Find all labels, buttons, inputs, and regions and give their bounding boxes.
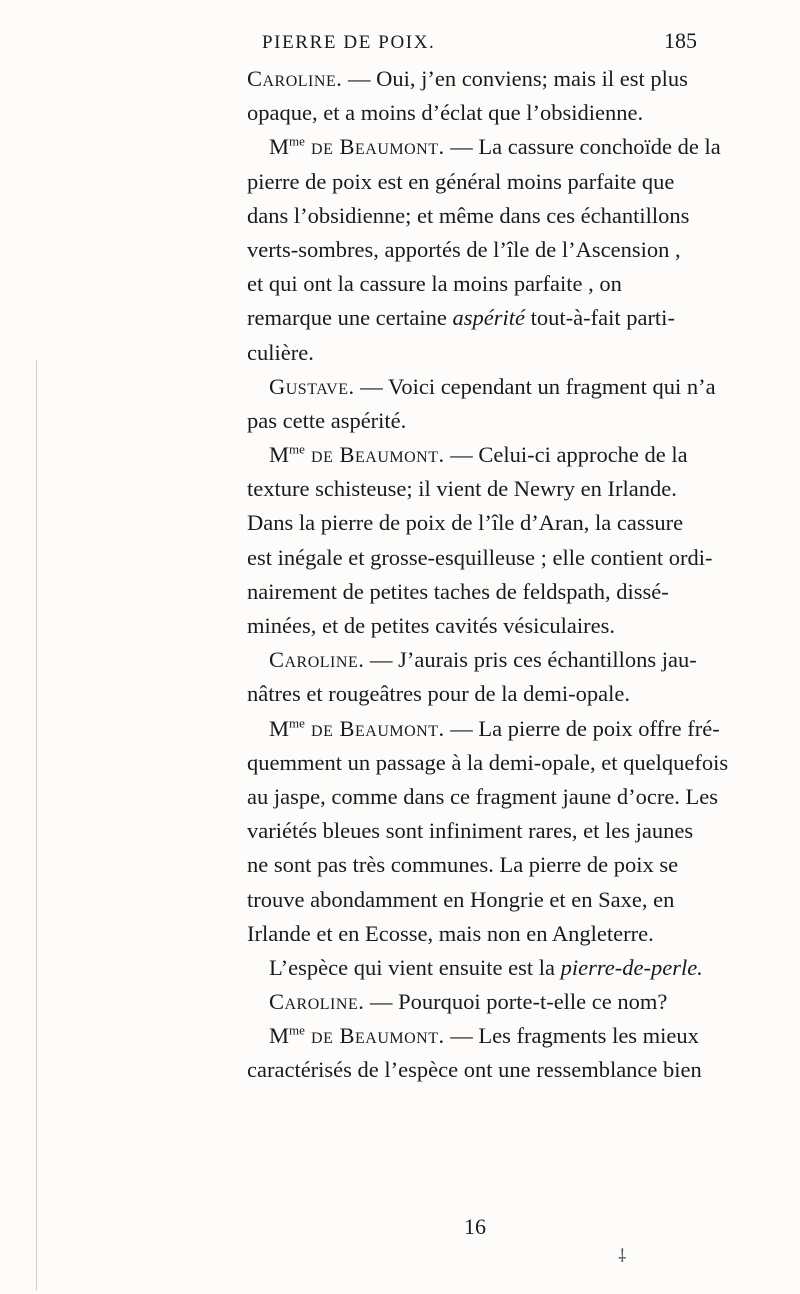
text-line	[247, 199, 726, 233]
text-segment: tout-à-fait parti-	[525, 305, 675, 331]
superscript: me	[289, 715, 305, 731]
text-segment: au jaspe, comme dans ce fragment jaune d’ocre. Les	[247, 783, 719, 809]
text-segment: M	[269, 134, 290, 160]
stray-ink-mark: ⸸	[618, 1246, 627, 1266]
gutter-line	[36, 360, 37, 1290]
text-segment: pas cette aspérité.	[247, 407, 407, 433]
speaker-name: de Beaumont.	[304, 134, 445, 160]
text-segment: M	[269, 442, 290, 468]
text-line	[247, 370, 726, 404]
text-segment: caractérisés de l’espèce ont une ressemblance bien	[247, 1057, 702, 1083]
text-segment: — Oui, j’en conviens; mais il est plus	[342, 66, 688, 91]
speaker-name: de Beaumont.	[304, 442, 445, 468]
text-line	[247, 541, 726, 575]
signature-mark: 16	[464, 1214, 486, 1239]
text-line	[247, 848, 726, 882]
text-line	[247, 472, 726, 506]
superscript: me	[289, 1022, 305, 1038]
superscript: me	[289, 133, 305, 149]
speaker-name: de Beaumont.	[304, 1023, 445, 1049]
text-segment: opaque, et a moins d’éclat que l’obsidienne.	[247, 100, 644, 126]
text-line	[247, 883, 726, 917]
text-line	[247, 677, 726, 711]
text-segment: M	[269, 715, 290, 741]
text-segment: verts-sombres, apportés de l’île de l’Ascension ,	[247, 236, 681, 262]
speaker-name: Gustave.	[269, 373, 355, 399]
text-line	[247, 233, 726, 267]
text-segment: ne sont pas très communes. La pierre de poix se	[247, 852, 679, 878]
text-line	[247, 712, 726, 746]
text-line	[247, 746, 729, 780]
text-line	[247, 165, 726, 199]
page-number: 185	[664, 28, 697, 53]
text-line	[247, 62, 726, 96]
speaker-name: de Beaumont.	[304, 715, 445, 741]
text-segment: — Voici cependant un fragment qui n’a	[354, 373, 716, 399]
text-segment: — J’aurais pris ces échantillons jau-	[364, 647, 697, 673]
text-segment: dans l’obsidienne; et même dans ces échantillons	[247, 202, 690, 228]
text-line	[247, 1019, 726, 1053]
text-line	[247, 951, 726, 985]
running-head	[0, 28, 800, 58]
speaker-name: Caroline.	[269, 989, 365, 1015]
text-segment: — Pourquoi porte-t-elle ce nom?	[364, 989, 668, 1015]
speaker-name: Caroline.	[269, 647, 365, 673]
text-segment: et qui ont la cassure la moins parfaite , on	[247, 271, 622, 297]
speaker-name: Caroline.	[247, 66, 343, 91]
text-segment: culière.	[247, 339, 314, 365]
running-title: PIERRE DE POIX.	[262, 32, 436, 53]
text-line	[247, 336, 726, 370]
text-line	[247, 506, 726, 540]
text-segment: — La cassure conchoïde de la	[444, 134, 721, 160]
italic-term: aspérité	[452, 305, 525, 331]
text-segment: est inégale et grosse-esquilleuse ; elle contient ordi-	[247, 544, 713, 570]
text-line	[247, 575, 726, 609]
italic-term: pierre-de-perle.	[560, 954, 703, 980]
text-line	[247, 96, 726, 130]
text-line	[247, 130, 726, 164]
text-line	[247, 404, 726, 438]
text-segment: texture schisteuse; il vient de Newry en Irlande.	[247, 476, 677, 502]
superscript: me	[289, 441, 305, 457]
text-segment: minées, et de petites cavités vésiculaires.	[247, 613, 615, 638]
text-line	[247, 917, 726, 951]
text-segment: remarque une certaine	[247, 305, 453, 331]
text-segment: variétés bleues sont infiniment rares, et les jaunes	[247, 818, 694, 844]
text-segment: nairement de petites taches de feldspath, dissé-	[247, 578, 669, 604]
body-text	[247, 62, 729, 1088]
text-segment: Dans la pierre de poix de l’île d’Aran, la cassure	[247, 510, 684, 536]
text-line	[247, 267, 726, 301]
text-segment: Irlande et en Ecosse, mais non en Angleterre.	[247, 920, 654, 946]
text-line	[247, 780, 726, 814]
text-segment: — La pierre de poix offre fré-	[444, 715, 720, 741]
text-line	[247, 1053, 726, 1087]
text-line	[247, 301, 726, 335]
text-line	[247, 985, 726, 1019]
text-segment: M	[269, 1023, 290, 1049]
text-line	[247, 814, 726, 848]
text-segment: pierre de poix est en général moins parfaite que	[247, 168, 675, 194]
text-segment: L’espèce qui vient ensuite est la	[269, 954, 561, 980]
text-segment: — Les fragments les mieux	[444, 1023, 699, 1049]
text-segment: — Celui-ci approche de la	[444, 442, 688, 468]
text-segment: quemment un passage à la demi-opale, et quelquefois	[247, 749, 729, 775]
text-segment: trouve abondamment en Hongrie et en Saxe, en	[247, 886, 675, 912]
text-line	[247, 609, 726, 643]
text-segment: nâtres et rougeâtres pour de la demi-opale.	[247, 681, 630, 707]
text-line	[247, 643, 726, 677]
text-line	[247, 438, 726, 472]
